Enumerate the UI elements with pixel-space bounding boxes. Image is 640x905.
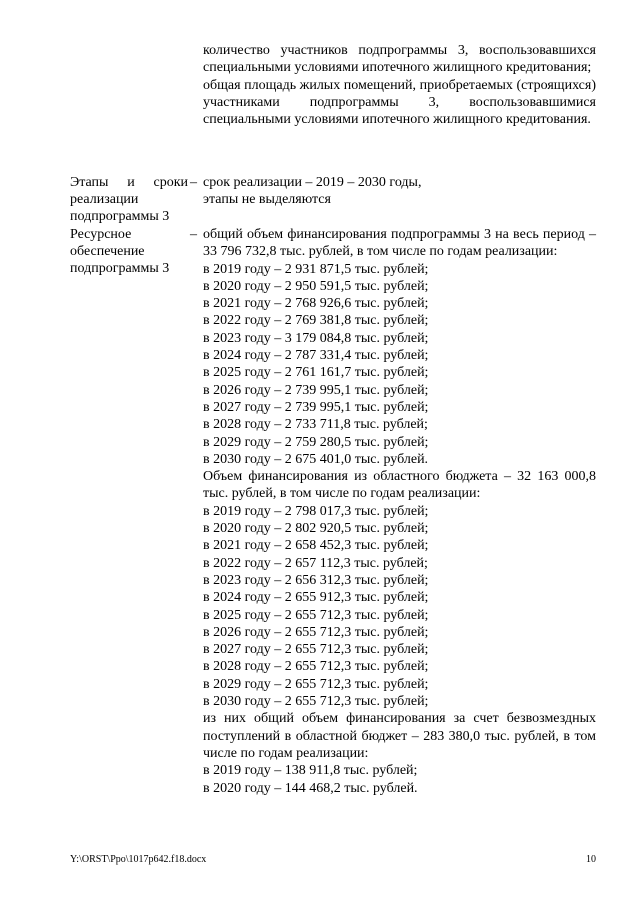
resources-label	[70, 226, 198, 277]
intro-paragraph-2: общая площадь жилых помещений, приобретаемых (строящихся) участниками подпрограммы 3, воспользовавшимися специальными условиями ипотечного жилищного кредитования.	[203, 77, 596, 128]
stages-dash: –	[190, 175, 197, 190]
stages-term-text: срок реализации – 2019 – 2030 годы,	[203, 175, 422, 190]
total-year-item: в 2028 году – 2 733 711,8 тыс. рублей;	[203, 417, 428, 433]
regional-year-item: в 2030 году – 2 655 712,3 тыс. рублей;	[203, 694, 429, 710]
total-year-item: в 2019 году – 2 931 871,5 тыс. рублей;	[203, 261, 429, 277]
stages-content	[203, 174, 596, 209]
regional-year-item: в 2019 году – 2 798 017,3 тыс. рублей;	[203, 503, 429, 519]
gratuitous-funding-text: из них общий объем финансирования за счет безвозмездных поступлений в областной бюджет – 283 380,0 тыс. рублей, в том числе по годам реализации:	[203, 711, 596, 761]
total-year-item: в 2022 году – 2 769 381,8 тыс. рублей;	[203, 313, 429, 329]
total-year-item: в 2026 году – 2 739 995,1 тыс. рублей;	[203, 382, 429, 398]
stages-label	[70, 174, 198, 225]
stages-label-line: Этапы и сроки	[70, 175, 188, 190]
regional-funding-text: Объем финансирования из областного бюджета – 32 163 000,8 тыс. рублей, в том числе по годам реализации:	[203, 469, 596, 502]
total-year-item: в 2024 году – 2 787 331,4 тыс. рублей;	[203, 348, 429, 364]
intro-content	[203, 42, 596, 128]
regional-year-item: в 2020 году – 2 802 920,5 тыс. рублей;	[203, 521, 429, 537]
total-funding-text: общий объем финансирования подпрограммы 3 на весь период – 33 796 732,8 тыс. рублей, в том числе по годам реализации:	[203, 227, 596, 260]
regional-year-item: в 2023 году – 2 656 312,3 тыс. рублей;	[203, 572, 429, 588]
total-year-item: в 2029 году – 2 759 280,5 тыс. рублей;	[203, 434, 429, 450]
stages-label-line: реализации	[70, 192, 139, 207]
stages-label-line: подпрограммы 3	[70, 209, 170, 224]
resources-label-line: подпрограммы 3	[70, 261, 170, 276]
total-year-item: в 2030 году – 2 675 401,0 тыс. рублей.	[203, 451, 429, 467]
gratuitous-year-item: в 2019 году – 138 911,8 тыс. рублей;	[203, 763, 418, 779]
regional-year-item: в 2028 году – 2 655 712,3 тыс. рублей;	[203, 659, 429, 675]
resources-label-line: обеспечение	[70, 244, 145, 259]
regional-year-item: в 2022 году – 2 657 112,3 тыс. рублей;	[203, 555, 428, 571]
total-year-item: в 2027 году – 2 739 995,1 тыс. рублей;	[203, 399, 429, 415]
total-year-item: в 2021 году – 2 768 926,6 тыс. рублей;	[203, 296, 429, 312]
total-by-year-list	[203, 261, 596, 469]
regional-by-year-list	[203, 503, 596, 711]
resources-dash: –	[190, 227, 197, 242]
stages-note-text: этапы не выделяются	[203, 192, 331, 208]
intro-paragraph-1: количество участников подпрограммы 3, воспользовавшихся специальными условиями ипотечного жилищного кредитования;	[203, 43, 596, 76]
resources-content	[203, 226, 596, 797]
total-year-item: в 2023 году – 3 179 084,8 тыс. рублей;	[203, 330, 429, 346]
footer-file-path: Y:\ORST\Ppo\1017p642.f18.docx	[70, 854, 207, 865]
regional-year-item: в 2021 году – 2 658 452,3 тыс. рублей;	[203, 538, 429, 554]
gratuitous-year-item: в 2020 году – 144 468,2 тыс. рублей.	[203, 780, 418, 796]
regional-year-item: в 2026 году – 2 655 712,3 тыс. рублей;	[203, 624, 429, 640]
regional-year-item: в 2024 году – 2 655 912,3 тыс. рублей;	[203, 590, 429, 606]
gratuitous-by-year-list	[203, 762, 596, 797]
regional-year-item: в 2027 году – 2 655 712,3 тыс. рублей;	[203, 642, 429, 658]
regional-year-item: в 2025 году – 2 655 712,3 тыс. рублей;	[203, 607, 429, 623]
total-year-item: в 2025 году – 2 761 161,7 тыс. рублей;	[203, 365, 429, 381]
resources-label-line: Ресурсное	[70, 227, 132, 242]
footer-page-number: 10	[586, 854, 596, 865]
regional-year-item: в 2029 году – 2 655 712,3 тыс. рублей;	[203, 676, 429, 692]
total-year-item: в 2020 году – 2 950 591,5 тыс. рублей;	[203, 278, 429, 294]
